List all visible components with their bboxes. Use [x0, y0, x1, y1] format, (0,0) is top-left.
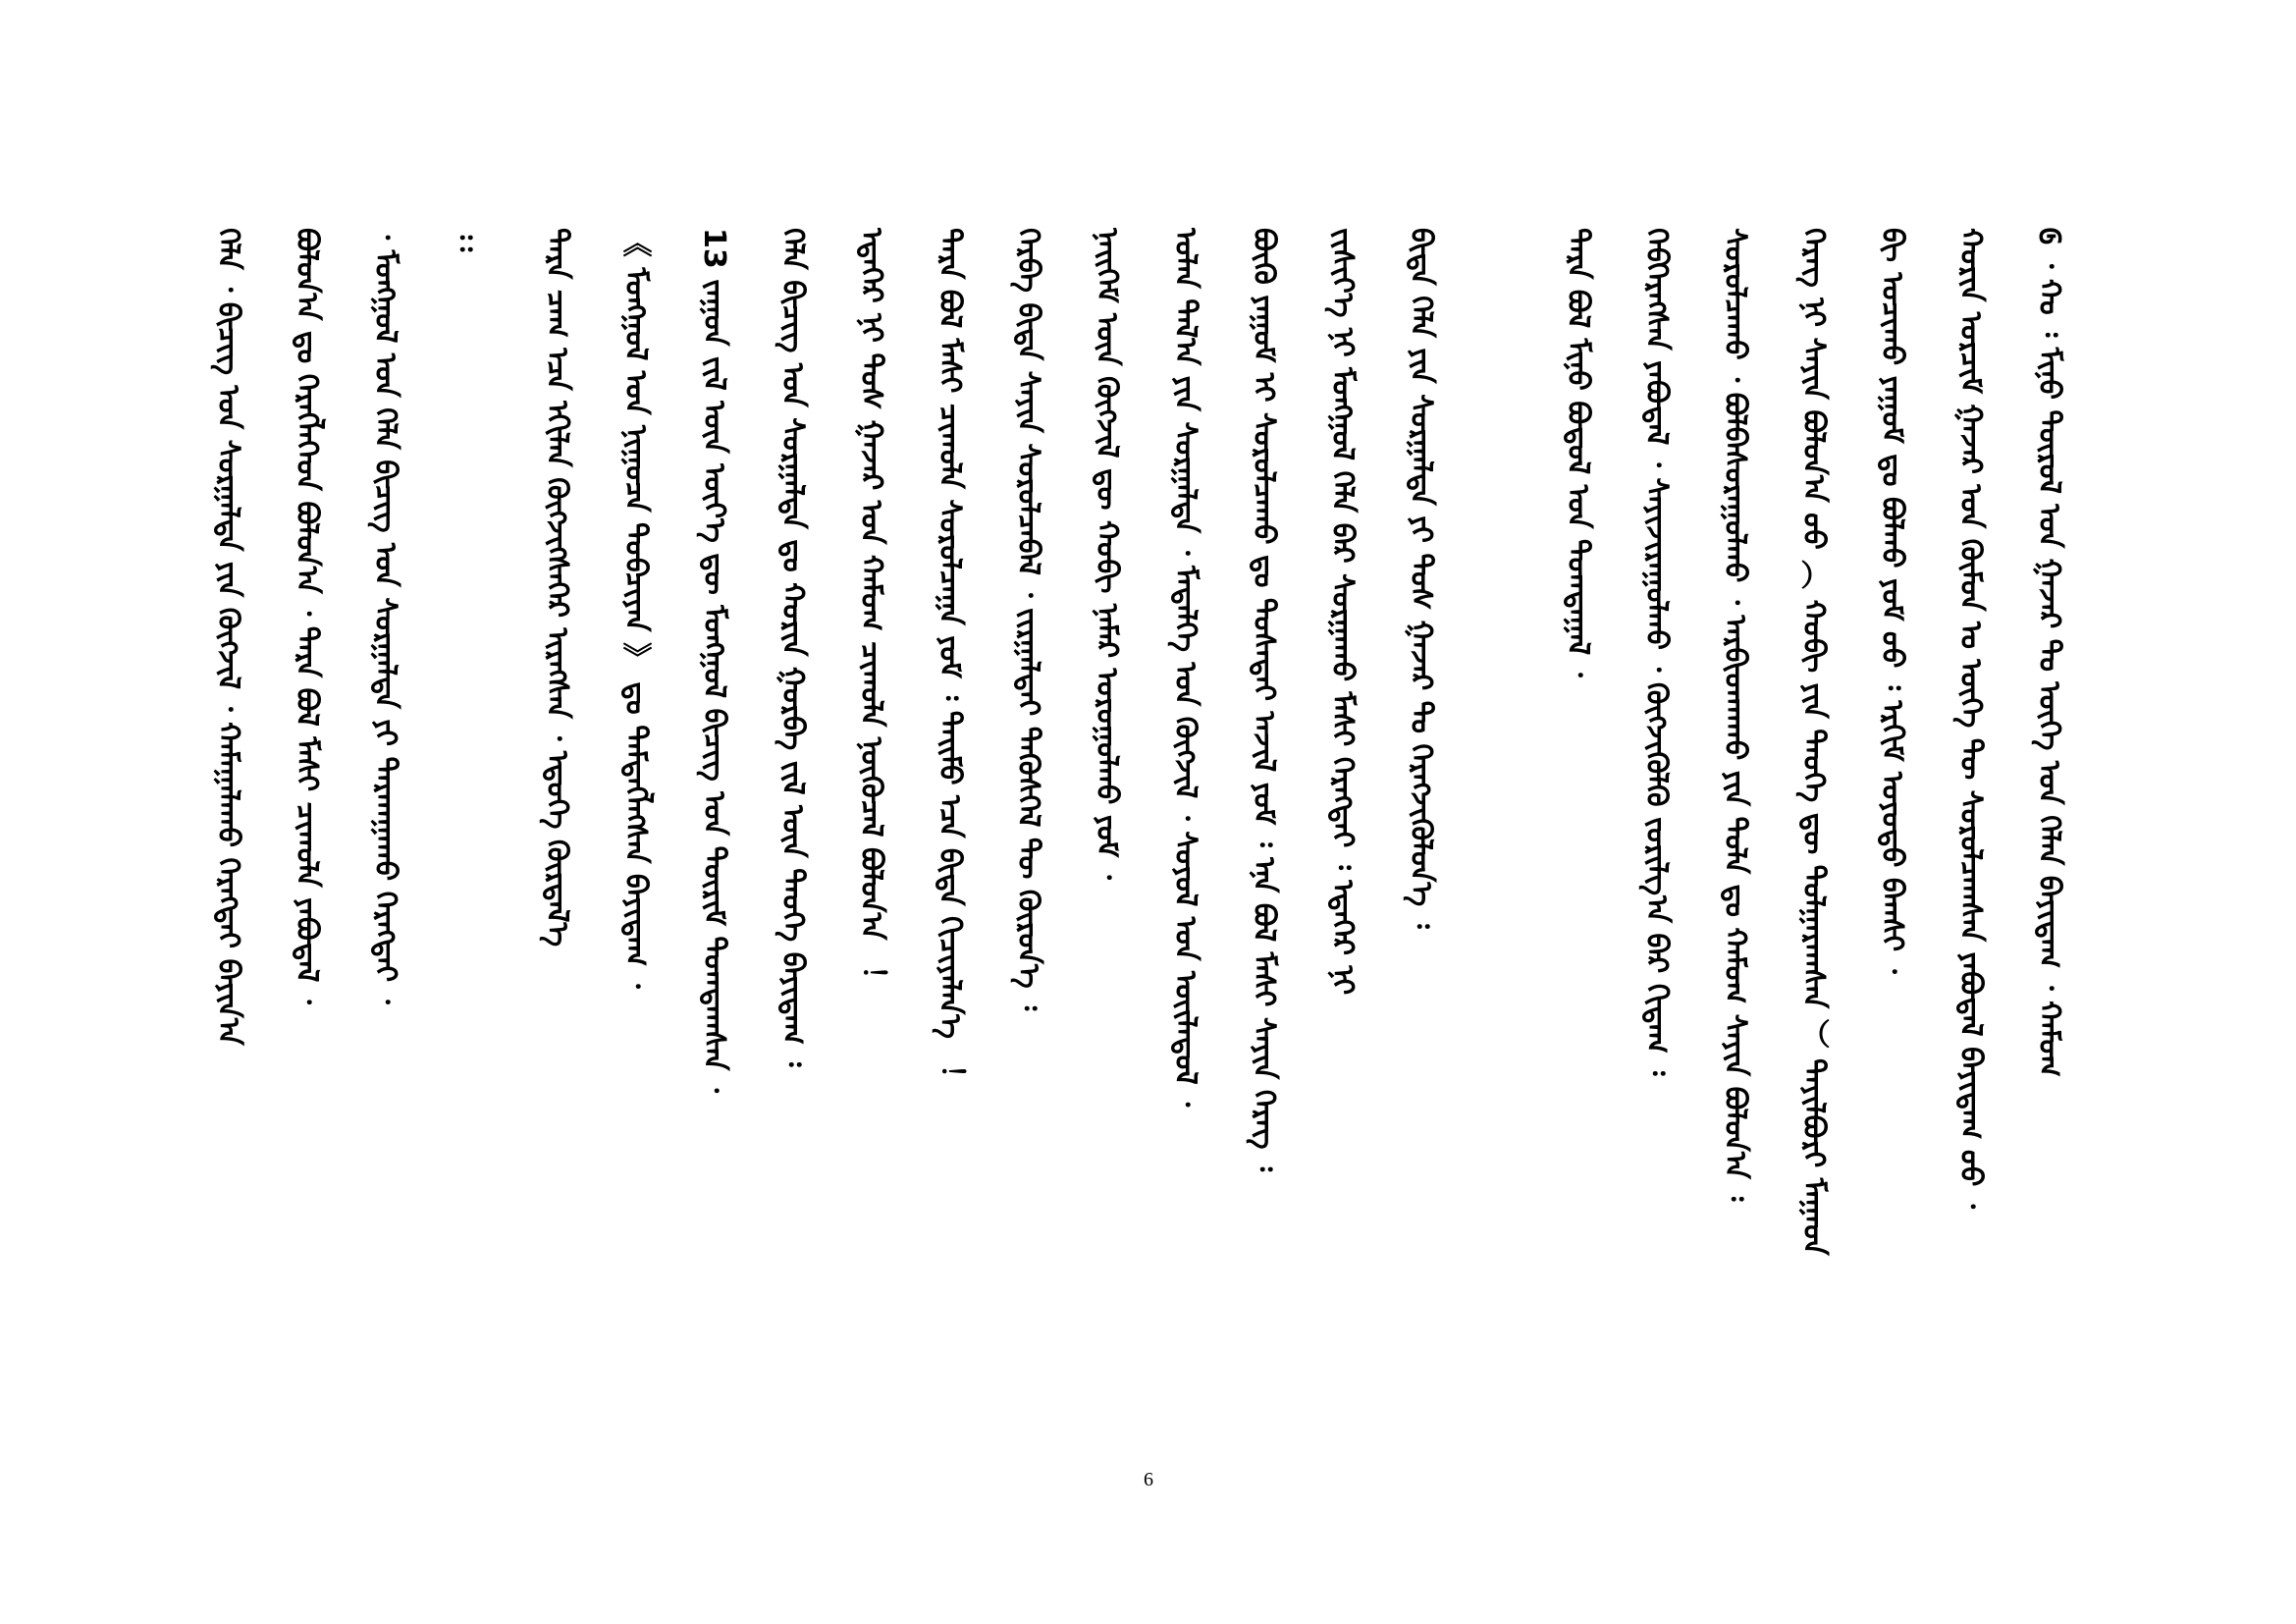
text-line: 《 ᠮᠣᠩᠭᠣᠯ ᠤᠨ ᠨᠢᠭᠤᠴᠠ ᠲᠣᠪᠴᠢᠶᠠᠨ 》 ᠳᠤ ᠲᠡᠮᠳᠡᠭᠯᠡᠭᠰᠡᠨ ᠪᠠᠶᠢᠳᠠᠭ ᠂	[618, 228, 653, 989]
text-line: ᠣᠯᠠᠨ ᠲᠠᠯ᠎ᠠ ᠶᠢᠨ ᠰᠤᠷᠭᠠᠯᠲᠠ ᠂ ᠮᠡᠳᠡᠯᠭᠡ ᠤᠨ ᠬᠥᠭᠵᠢᠯ ᠂ ᠰᠣᠶᠤᠯ ᠤᠨ ᠦᠢᠯᠡᠳᠦᠯ ᠂	[1168, 228, 1202, 1108]
text-line: ᠵᠢᠰᠢᠶ᠎ᠡ ᠨᠢ ᠮᠣᠩᠭᠣᠯ ᠬᠡᠯᠡ ᠪᠡᠷ ᠰᠤᠷᠭᠠᠬᠤ ᠮᠠᠰᠢ ᠬᠡᠷᠡᠭᠲᠡᠢ ᠄ ᠡᠳᠡᠭᠡᠷ ᠨᠢ	[1325, 228, 1360, 996]
text-line: ᠪᠦᠬᠦ ᠶᠠᠭᠤᠮ ᠢ ᠰᠤᠷᠤᠯᠴᠠᠬᠤ ᠳᠤ ᠲᠤᠰᠠᠲᠠᠢ ᠠᠵᠢᠯ ᠶᠤᠮ ᠄ ᠡᠨᠡ ᠪᠣᠯ ᠮᠠᠰᠢ ᠰᠠᠶᠢᠨ ᠬᠡᠷᠡᠭ ᠄	[1247, 228, 1281, 1172]
text-column	[1242, 228, 1285, 1406]
text-column	[2027, 228, 2070, 1406]
page-number: 6	[1144, 1469, 1153, 1490]
text-column	[285, 228, 328, 1406]
text-column	[1163, 228, 1206, 1406]
text-column	[692, 228, 735, 1406]
text-line: ᠨᠡᠢᠭᠡᠮ ᠦᠨ ᠬᠥᠭᠵᠢᠯ ᠳᠦ ᠬᠣᠪᠢ ᠨᠡᠮᠡᠷ ᠣᠷᠤᠭᠤᠯᠬᠤ ᠶᠤᠮ ᠂	[1090, 228, 1124, 880]
text-column	[1556, 228, 1599, 1406]
text-column	[1006, 228, 1049, 1406]
text-column	[1634, 228, 1678, 1406]
text-column	[1713, 228, 1756, 1406]
text-column	[1870, 228, 1913, 1406]
text-line: ᠲᠡᠷᠡ ᠪᠣᠯ ᠮᠠᠰᠢ ᠴᠢᠬᠤᠯᠠ ᠰᠤᠷᠤᠯᠴᠠᠭᠠ ᠶᠤᠮ ᠄ ᠲᠡᠢᠮᠦ ᠡᠴᠡ ᠪᠢᠳᠡ ᠬᠢᠴᠢᠶᠡᠯᠡᠨ᠎ᠡ ︕	[933, 228, 967, 1079]
text-line: ᠬᠡᠷᠡᠭ ᠨᠢ ᠰᠠᠶᠢᠨ ᠪᠤᠯᠤᠨ᠎ᠠ ᠤᠤ ︵ ᠬᠤᠪᠢ ᠶᠢᠨ ᠲᠡᠦᠬᠡ ᠳᠦ ᠲᠤᠯᠭᠠᠷᠠᠭᠰᠠᠨ ︶ ᠲᠠᠶᠢᠯᠪᠤᠷᠢ ᠮᠠᠭᠠᠳ	[1796, 228, 1831, 1256]
text-column	[771, 228, 814, 1406]
text-line: 13 ᠵᠠᠭᠤᠨ ᠵᠢᠯ ᠦᠨ ᠦᠶ᠎ᠡ ᠳᠦ ᠮᠣᠩᠭᠣᠯ ᠪᠢᠴᠢᠭ ᠤᠨ ᠳᠦᠷᠢᠮ ᠲᠣᠭᠲᠠᠭᠰᠠᠨ ᠂	[697, 228, 731, 1093]
text-line: ᠬᠡᠯᠡ ᠪᠢᠴᠢᠭ ᠤᠨ ᠰᠤᠷᠭᠠᠯᠲᠠ ᠳᠤ ᠬᠣᠷᠢᠨ ᠭᠤᠷᠪᠠ ᠵᠢᠯ ᠦᠨ ᠲᠡᠦᠬᠡ ᠪᠠᠶᠢᠳᠠᠭ ᠄	[775, 228, 810, 1067]
text-line: ᠬᠡᠯᠡ ᠂ ᠪᠢᠴᠢᠭ ᠤᠨ ᠰᠤᠷᠭᠠᠯᠲᠠ ᠶᠢᠨ ᠬᠥᠭᠵᠢᠯ ᠂ ᠬᠠᠮᠠᠭᠠᠯᠠᠬᠤ ᠬᠡᠷᠡᠭᠲᠡᠢ ᠪᠠᠶᠢᠨ᠎ᠠ	[211, 228, 245, 1046]
text-line: ᠄᠄	[447, 228, 481, 252]
vertical-text-block	[196, 228, 2101, 1406]
text-line: ᠬᠣᠷᠢᠨ ᠣᠷᠴᠢᠮ ᠭᠠᠵᠠᠷ ᠤᠨ ᠬᠦᠮᠦᠨ ᠤ ᠦᠭᠡ ᠲᠦ ᠰᠤᠷᠤᠯᠴᠠᠭᠰᠠᠨ ᠶᠠᠪᠤᠳᠠᠯ ᠪᠠᠶᠢᠳᠠᠭ ᠤᠤ ᠂	[1953, 228, 1988, 1209]
text-column	[849, 228, 892, 1406]
text-column	[206, 228, 249, 1406]
text-line: ᠬᠡᠪᠬᠡᠷᠡᠭᠰᠡᠨ ᠶᠠᠪᠤᠳᠠᠯ ᠂ ᠰᠠᠶᠢᠵᠢᠷᠠᠭᠤᠯᠬᠤ ᠂ ᠬᠥᠭᠵᠢᠭᠦᠯᠬᠦ ᠵᠣᠷᠢᠯᠭ᠎ᠠ ᠪᠠᠷ ᠬᠢᠳᠠᠭ ᠄	[1639, 228, 1674, 1076]
text-column	[1949, 228, 1992, 1406]
text-column	[1085, 228, 1128, 1406]
text-line: ᠲᠡᠷᠡ ᠴᠠᠭ ᠡᠴᠡ ᠡᠬᠢᠯᠡᠨ ᠬᠥᠭᠵᠢᠭᠰᠡᠭᠡᠷ ᠢᠷᠡᠭᠰᠡᠨ ᠂ ᠡᠳᠦᠭᠡ ᠬᠦᠷᠲᠡᠯ᠎ᠡ	[540, 228, 574, 947]
text-line: ᠬᠡᠷᠪᠡ ᠪᠢᠳᠡ ᠰᠠᠶᠢᠨ ᠰᠤᠷᠤᠯᠴᠠᠪᠠᠯ ᠂ ᠵᠢᠷᠭᠠᠯᠲᠠᠢ ᠲᠡᠭᠦᠰᠬᠡᠯ ᠲᠦ ᠬᠦᠷᠦᠨ᠎ᠡ ᠄	[1011, 228, 1045, 1011]
text-line: ᠪᠢ ᠣᠴᠢᠬᠤ ᠶᠠᠭᠤᠮ ᠳᠤ ᠪᠤᠯᠬᠤ ᠶᠤᠮ ᠤᠤ ᠄ ᠡᠷᠬᠢᠮ ᠣᠶᠤᠲᠤ ᠪᠠᠭᠰᠢ ᠂	[1875, 228, 1909, 974]
text-column	[363, 228, 406, 1406]
text-line: ᠪᠣᠯᠤᠨ᠎ᠠ ᠳᠤ ᠬᠡᠷᠡᠭᠯᠡᠭᠡᠳ ᠪᠣᠯᠤᠨ᠎ᠠ ᠂ ᠲᠡᠷᠡ ᠪᠣᠯ ᠮᠠᠰᠢ ᠴᠢᠬᠤᠯᠠ ᠶᠠᠪᠤᠳᠠᠯ ᠂	[290, 228, 324, 1004]
text-column	[1791, 228, 1835, 1406]
text-line: ᠪᠢᠳᠡ ᠬᠡᠯᠡ ᠶᠢᠨ ᠰᠤᠷᠭᠠᠯᠲᠠ ᠶᠢ ᠲᠤᠰ ᠭᠠᠵᠠᠷ ᠲᠤ ᠬᠡᠷᠡᠭᠵᠢᠭᠦᠯᠦᠨ᠎ᠡ ᠄	[1404, 228, 1438, 929]
text-line: ᠰᠤᠷᠤᠯᠴᠠᠬᠤ ᠂ ᠪᠣᠯᠪᠠᠰᠤᠷᠠᠭᠤᠯᠬᠤ ᠂ ᠠᠷᠪᠢᠳᠬᠠᠬᠤ ᠶᠢᠨ ᠲᠤᠯᠠ ᠳᠤ ᠬᠠᠮᠤᠭ ᠰᠠᠶᠢᠨ ᠪᠤᠯᠤᠨ᠎ᠠ ᠄	[1718, 228, 1752, 1202]
text-column	[442, 228, 485, 1406]
text-line: ᠲᠡᠷᠡ ᠪᠣᠯ ᠮᠢᠨᠤ ᠪᠣᠳᠤᠯ ᠤᠨ ᠲᠣᠭᠲᠠᠭᠠᠯ ᠂	[1561, 228, 1595, 677]
text-column	[1399, 228, 1442, 1406]
text-line: ᠂ ᠮᠣᠩᠭᠣᠯ ᠤᠨ ᠬᠡᠯᠡ ᠪᠢᠴᠢᠭ ᠤᠨ ᠰᠤᠷᠭᠠᠯᠲᠠ ᠶᠢ ᠲᠠᠷᠬᠠᠭᠠᠬᠤ ᠬᠡᠷᠡᠭᠲᠡᠢ ᠂	[368, 228, 402, 1004]
text-line: ᠡᠳᠡᠭᠡᠷ ᠨᠢ ᠲᠤᠰ ᠭᠠᠵᠠᠷ ᠤᠨ ᠬᠠᠮᠤᠭ ᠴᠢᠬᠤᠯᠠ ᠨᠥᠬᠦᠴᠡᠯ ᠪᠣᠯᠤᠨ᠎ᠠ ︕	[854, 228, 888, 980]
text-column	[928, 228, 971, 1406]
text-column	[535, 228, 578, 1406]
text-column	[614, 228, 657, 1406]
text-column	[1320, 228, 1363, 1406]
text-line: ᠖ ᠂ ᠬᠤ ᠄ ᠮᠢᠨᠤ ᠲᠥᠷᠥᠯ ᠤᠨ ᠭᠠᠵᠠᠷ ᠲᠤ ᠦᠭᠡ ᠤᠨ ᠬᠡᠯᠡᠨ ᠪᠠᠶᠢᠳᠠᠭ ᠂ ᠬᠠᠮᠤᠭ	[2032, 228, 2066, 1077]
